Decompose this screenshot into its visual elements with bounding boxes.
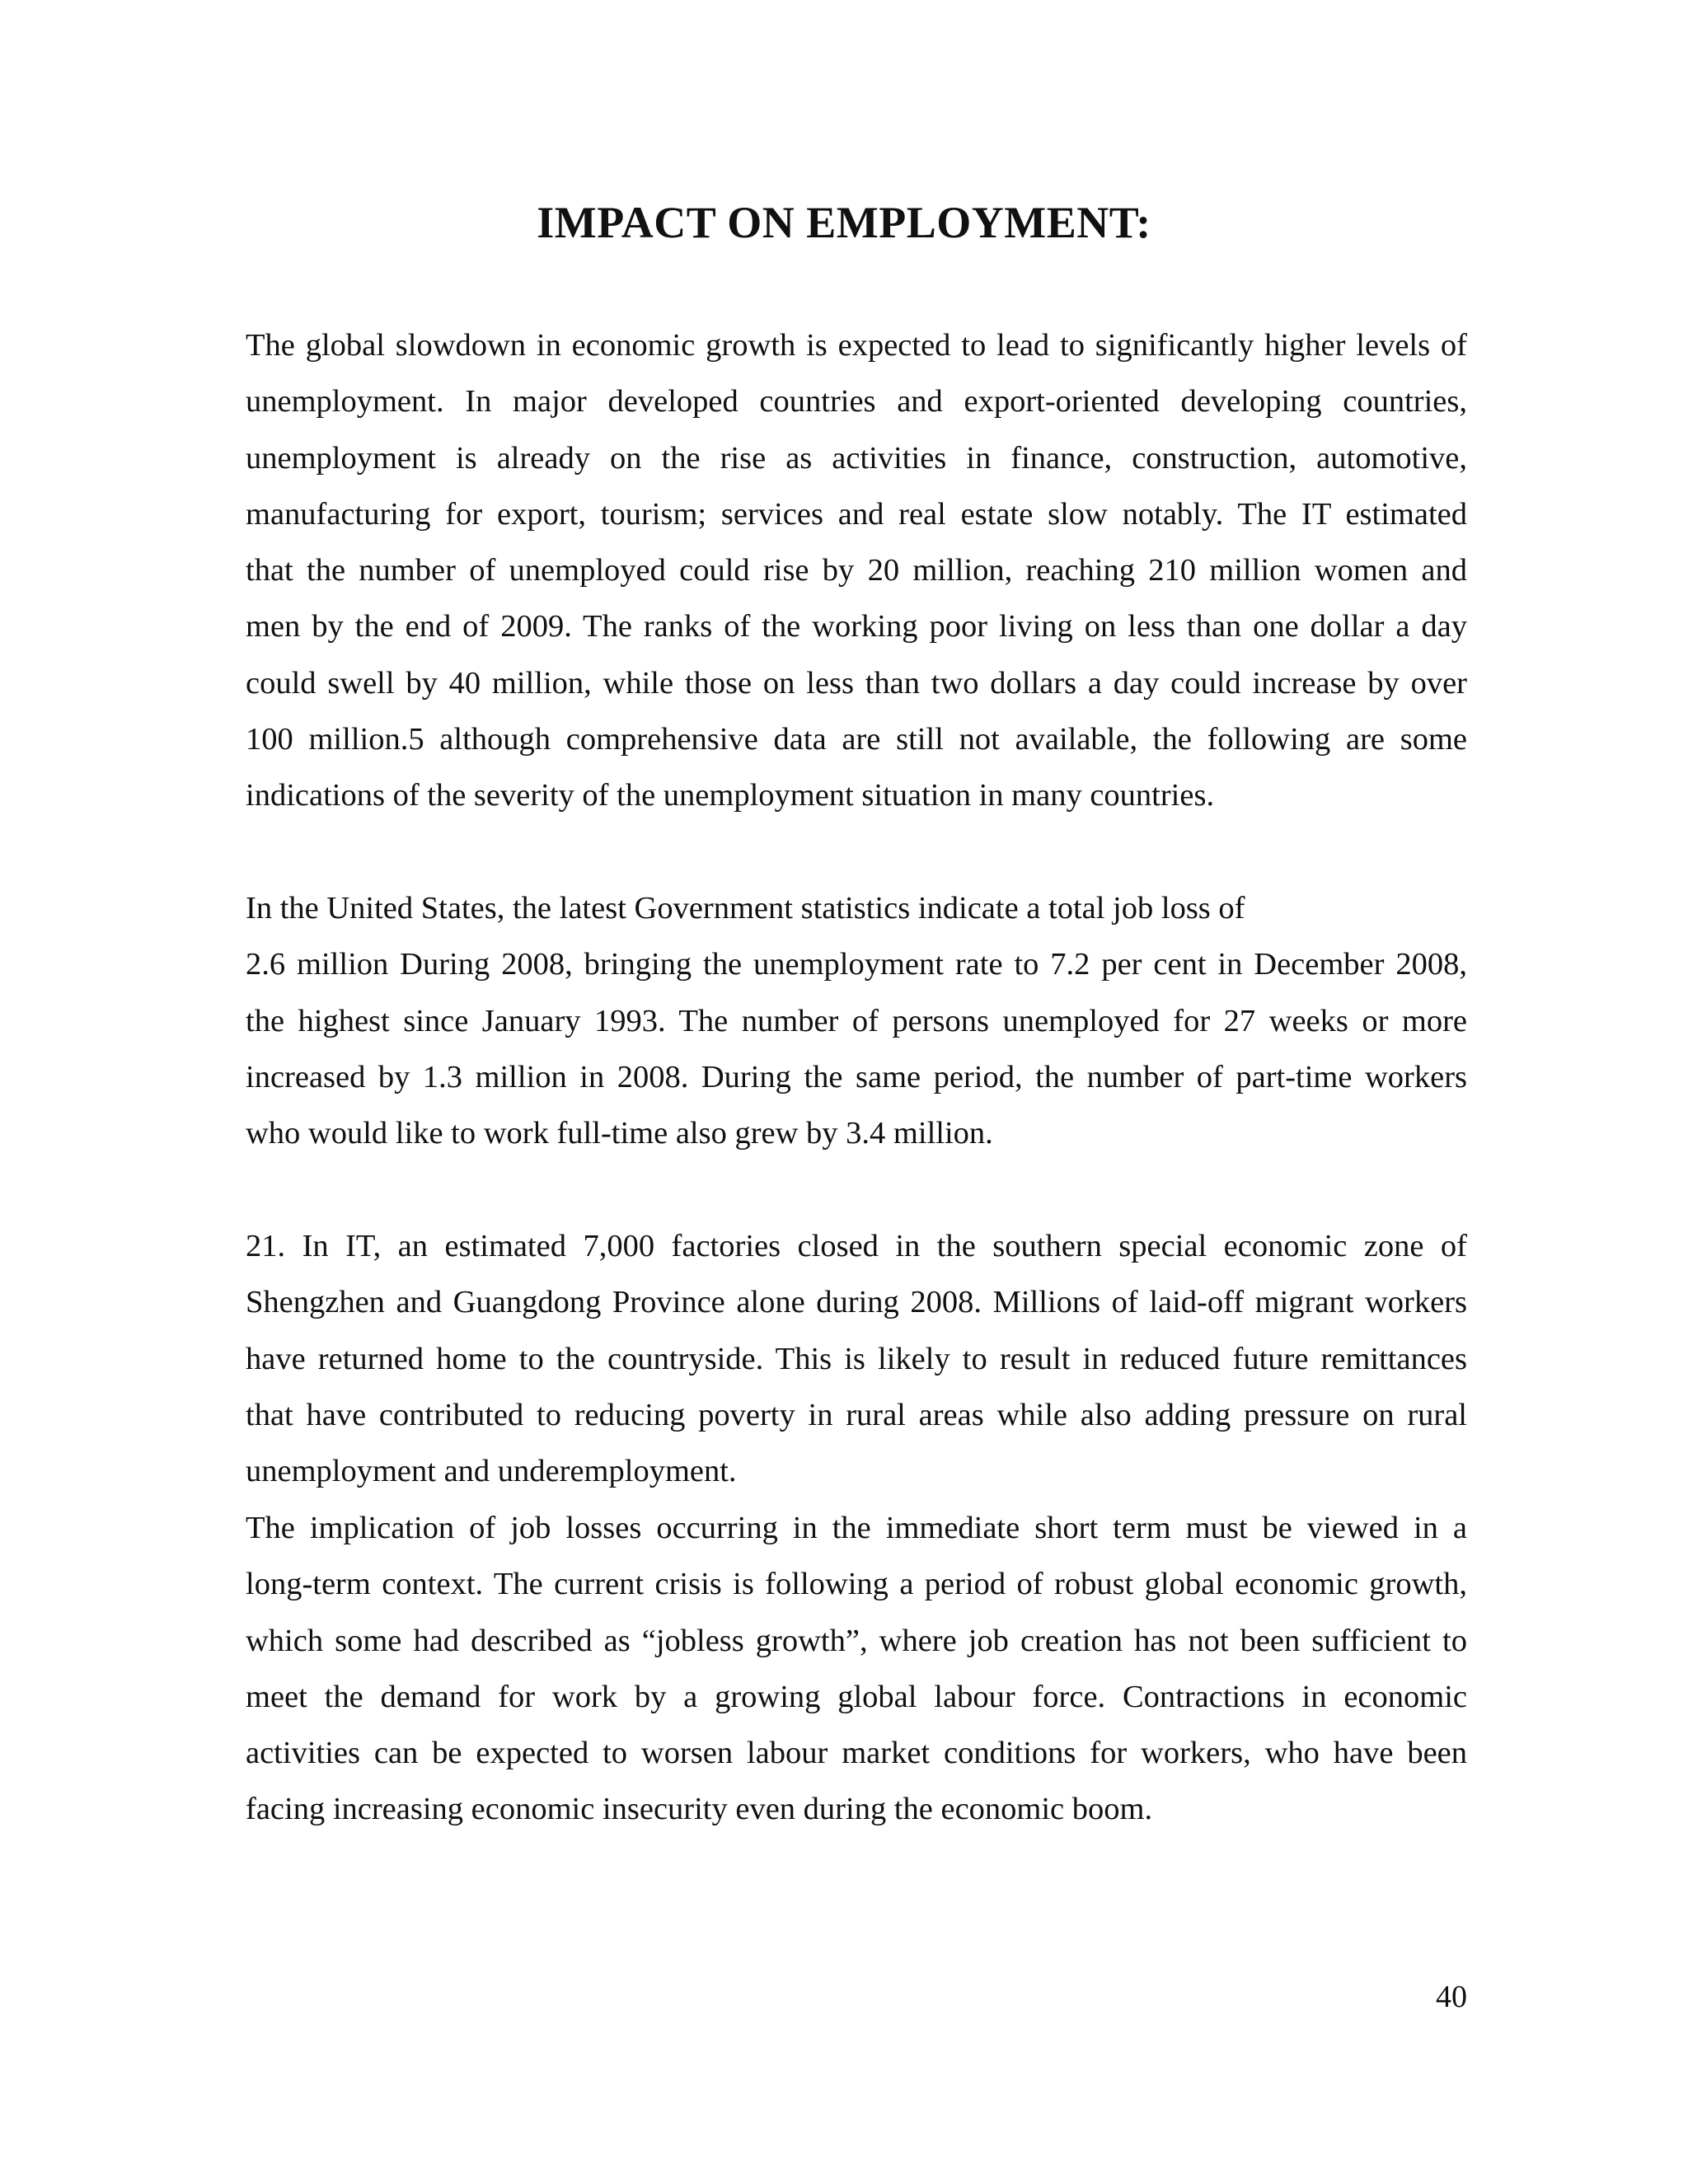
text-line: men by the end of 2009. The ranks of the working poor living on less than one dollar a day <box>246 609 1467 644</box>
text-line: unemployment and underemployment. <box>246 1454 737 1489</box>
paragraph-global-slowdown <box>246 317 1467 824</box>
text-line: 100 million.5 although comprehensive data are still not available, the following are some <box>246 722 1467 757</box>
text-line: who would like to work full-time also grew by 3.4 million. <box>246 1116 993 1151</box>
text-line: increased by 1.3 million in 2008. During the same period, the number of part-time workers <box>246 1059 1467 1094</box>
text-line: which some had described as “jobless growth”, where job creation has not been sufficient to <box>246 1623 1467 1658</box>
text-line: manufacturing for export, tourism; services and real estate slow notably. The IT estimated <box>246 496 1467 532</box>
page-title: IMPACT ON EMPLOYMENT: <box>537 198 1151 247</box>
text-line: The implication of job losses occurring in the immediate short term must be viewed in a <box>246 1511 1467 1545</box>
text-line: could swell by 40 million, while those on less than two dollars a day could increase by over <box>246 665 1467 701</box>
paragraph-factories-closed <box>246 1218 1467 1499</box>
text-line: unemployment. In major developed countries and export-oriented developing countries, <box>246 384 1467 419</box>
text-line: The global slowdown in economic growth is expected to lead to significantly higher levels of <box>246 328 1467 363</box>
text-line: the highest since January 1993. The number of persons unemployed for 27 weeks or more <box>246 1003 1467 1038</box>
text-line: long-term context. The current crisis is following a period of robust global economic growth, <box>246 1567 1467 1602</box>
paragraph-united-states <box>246 880 1467 1161</box>
text-line: indications of the severity of the unemployment situation in many countries. <box>246 778 1215 813</box>
text-line: that the number of unemployed could rise by 20 million, reaching 210 million women and <box>246 553 1467 588</box>
text-line: 2.6 million During 2008, bringing the unemployment rate to 7.2 per cent in December 2008, <box>246 947 1467 982</box>
text-line: have returned home to the countryside. This is likely to result in reduced future remittances <box>246 1341 1467 1376</box>
paragraph-job-losses-implication <box>246 1500 1467 1838</box>
text-line: In the United States, the latest Government statistics indicate a total job loss of <box>246 891 1245 926</box>
text-line: 21. In IT, an estimated 7,000 factories closed in the southern special economic zone of <box>246 1229 1467 1263</box>
text-line: unemployment is already on the rise as activities in finance, construction, automotive, <box>246 440 1467 476</box>
text-line: activities can be expected to worsen labour market conditions for workers, who have been <box>246 1736 1467 1771</box>
text-line: that have contributed to reducing poverty in rural areas while also adding pressure on rural <box>246 1397 1467 1432</box>
text-line: Shengzhen and Guangdong Province alone during 2008. Millions of laid-off migrant workers <box>246 1285 1467 1320</box>
page-number: 40 <box>1436 1980 1467 2014</box>
text-line: facing increasing economic insecurity even during the economic boom. <box>246 1792 1153 1827</box>
text-line: meet the demand for work by a growing global labour force. Contractions in economic <box>246 1679 1467 1714</box>
